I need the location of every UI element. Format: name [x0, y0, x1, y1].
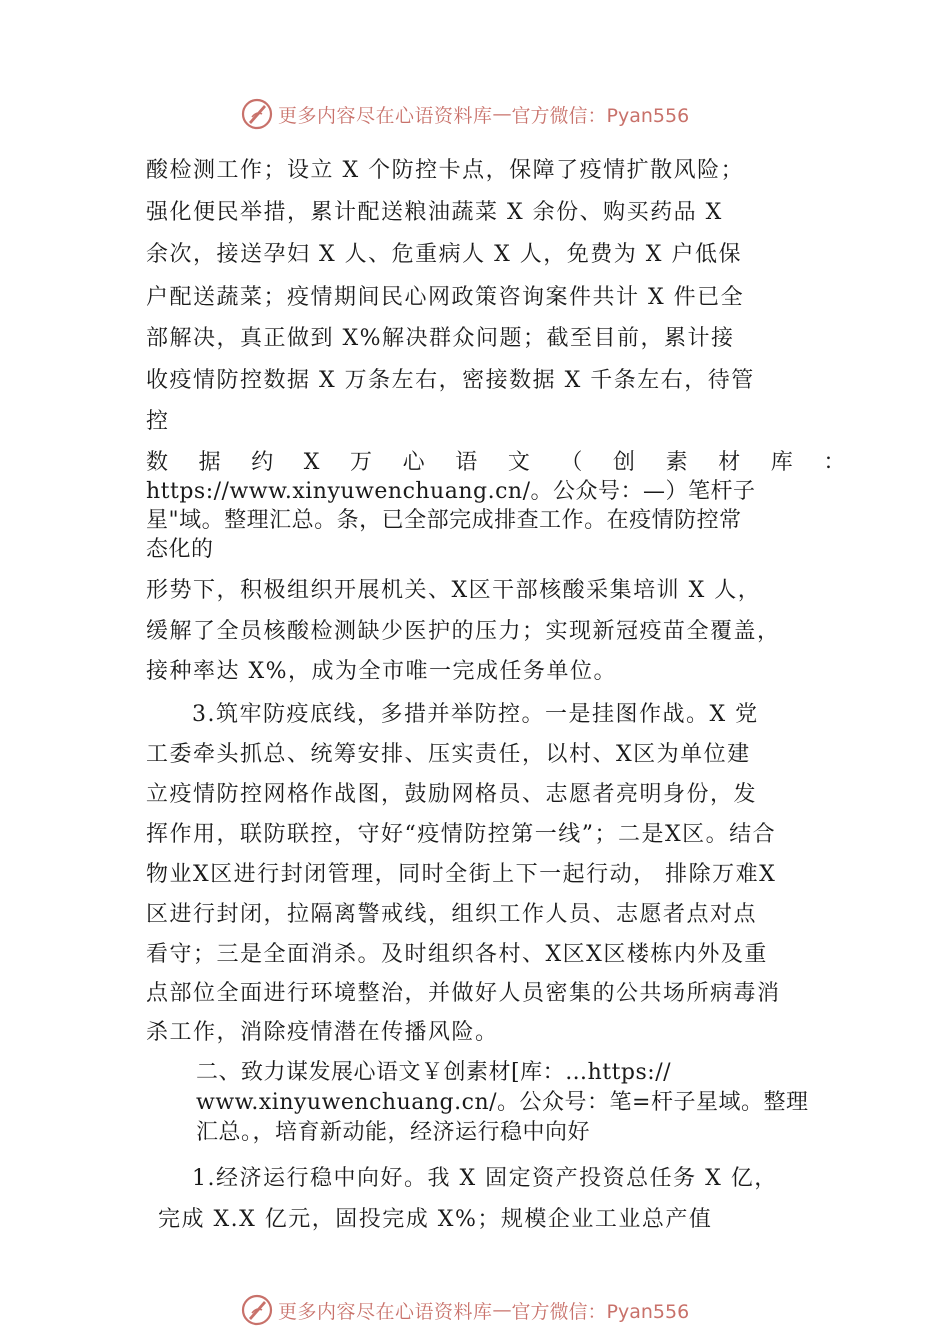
- text-line: 形势下，积极组织开展机关、X区干部核酸采集培训 X 人，: [146, 578, 762, 603]
- heading-line: www.xinyuwenchuang.cn/。公众号：笔=杆子星域。整理: [196, 1090, 809, 1115]
- heading-line: 汇总。，培育新动能，经济运行稳中向好: [196, 1120, 591, 1145]
- text-line: 3.筑牢防疫底线，多措并举防控。一是挂图作战。X 党: [192, 702, 759, 727]
- text-line: 点部位全面进行环境整治，并做好人员密集的公共场所病毒消: [146, 981, 781, 1006]
- text-line: 部解决，真正做到 X%解决群众问题；截至目前，累计接: [146, 326, 735, 351]
- text-line: 区进行封闭，拉隔离警戒线，组织工作人员、志愿者点对点: [146, 902, 758, 927]
- text-token: 约: [251, 450, 274, 475]
- text-line: 杀工作，消除疫情潜在传播风险。: [146, 1020, 499, 1045]
- text-token: 素: [665, 450, 689, 475]
- text-line: 户配送蔬菜；疫情期间民心网政策咨询案件共计 X 件已全: [146, 285, 745, 310]
- text-token: 库: [770, 450, 794, 475]
- text-line: 接种率达 X%，成为全市唯一完成任务单位。: [146, 659, 618, 684]
- text-line: 星"域。整理汇总。条，已全部完成排查工作。在疫情防控常: [146, 508, 742, 533]
- quill-seal-logo-icon: [240, 97, 274, 131]
- footer-banner-separator: —: [492, 1299, 512, 1321]
- footer-banner-text: 更多内容尽在心语资料库: [278, 1300, 493, 1323]
- text-token: ：: [823, 450, 846, 475]
- text-line: 立疫情防控网格作战图，鼓励网格员、志愿者亮明身份，发: [146, 782, 758, 807]
- heading-line: 二、致力谋发展心语文￥创素材[库：…https://: [196, 1060, 672, 1085]
- text-line: https://www.xinyuwenchuang.cn/。公众号：—）笔杆子: [146, 479, 756, 504]
- text-line: 收疫情防控数据 X 万条左右，密接数据 X 千条左右，待管: [146, 368, 755, 393]
- text-line: 挥作用，联防联控，守好“疫情防控第一线”；二是X区。结合: [146, 822, 777, 847]
- text-line: 1.经济运行稳中向好。我 X 固定资产投资总任务 X 亿，: [192, 1166, 778, 1191]
- text-token: 数: [146, 450, 169, 475]
- text-token: 材: [718, 450, 741, 475]
- text-token: 创: [613, 450, 636, 475]
- text-token: 文: [507, 450, 531, 475]
- text-token: 万: [350, 450, 373, 475]
- text-line: 物业X区进行封闭管理，同时全街上下一起行动， 排除万难X: [146, 862, 777, 887]
- header-banner-separator: —: [492, 103, 512, 125]
- header-watermark-banner: [240, 94, 760, 134]
- text-token: （: [560, 450, 583, 475]
- text-line: 缓解了全员核酸检测缺少医护的压力；实现新冠疫苗全覆盖，: [146, 619, 781, 644]
- text-line: 工委牵头抓总、统筹安排、压实责任，以村、X区为单位建: [146, 742, 751, 767]
- header-banner-wechat: 官方微信：Pyan556: [511, 104, 690, 127]
- header-banner-text: 更多内容尽在心语资料库: [278, 104, 493, 127]
- quill-seal-logo-icon: [240, 1293, 274, 1327]
- text-line: 态化的: [146, 537, 214, 562]
- text-token: 语: [455, 450, 478, 475]
- text-line: 看守；三是全面消杀。及时组织各村、X区X区楼栋内外及重: [146, 942, 768, 967]
- text-token: 据: [198, 450, 222, 475]
- footer-banner-wechat: 官方微信：Pyan556: [511, 1300, 690, 1323]
- text-line: 强化便民举措，累计配送粮油蔬菜 X 余份、购买药品 X: [146, 200, 723, 225]
- footer-watermark-banner: [240, 1290, 760, 1330]
- text-line: 控: [146, 409, 170, 434]
- text-line: 酸检测工作；设立 X 个防控卡点，保障了疫情扩散风险；: [146, 158, 745, 183]
- text-token: X: [303, 450, 320, 475]
- justified-line: [146, 450, 846, 476]
- text-line: 完成 X.X 亿元，固投完成 X%；规模企业工业总产值: [158, 1207, 713, 1232]
- text-line: 余次，接送孕妇 X 人、危重病人 X 人，免费为 X 户低保: [146, 242, 742, 267]
- text-token: 心: [402, 450, 426, 475]
